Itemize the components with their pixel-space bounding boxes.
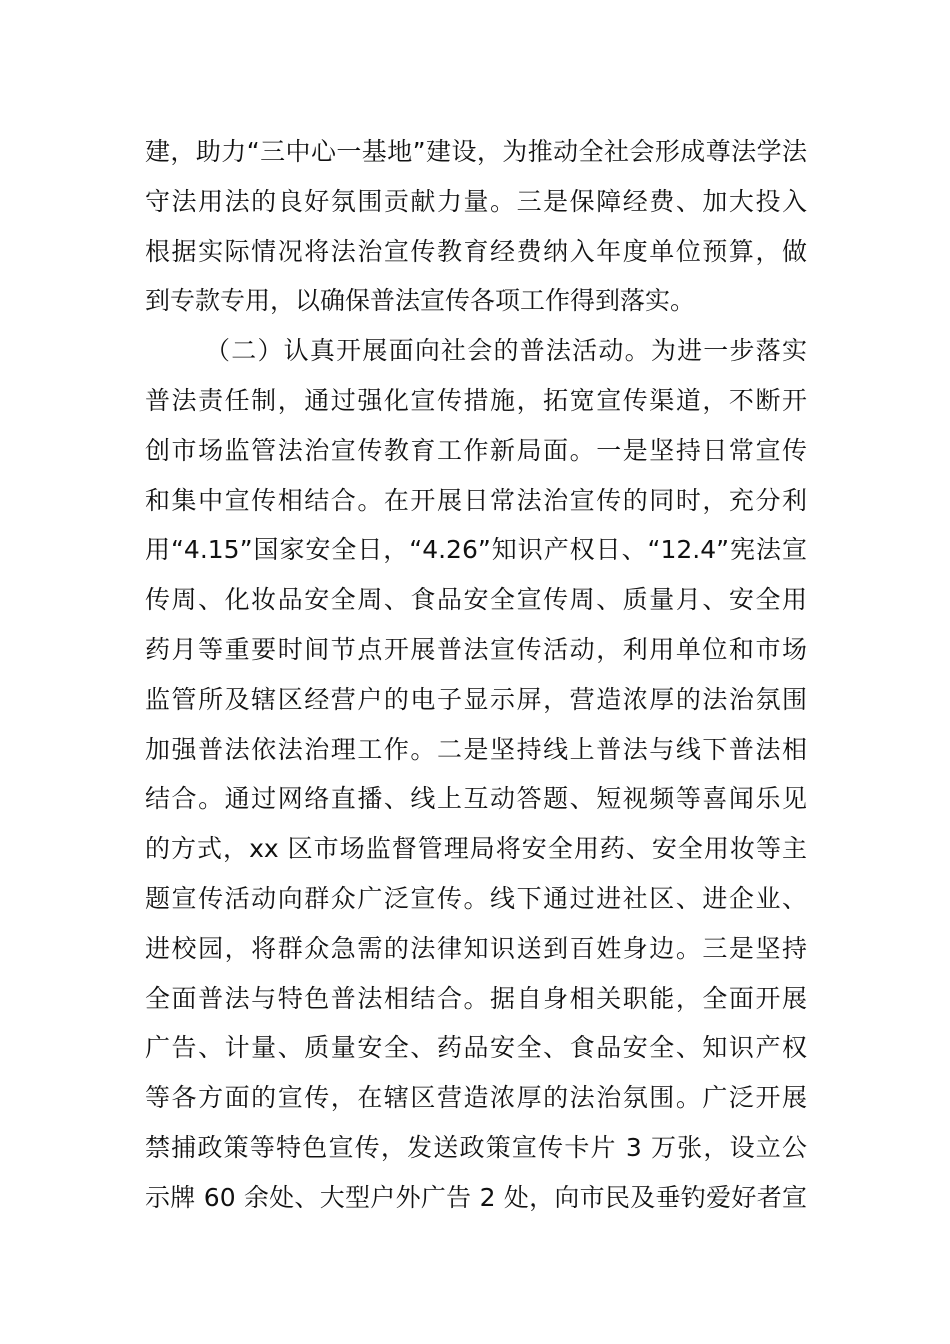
text-line: 的方式，xx 区市场监督管理局将安全用药、安全用妆等主 [145,834,807,864]
text-line: 和集中宣传相结合。在开展日常法治宣传的同时，充分利 [145,485,807,515]
text-line: 结合。通过网络直播、线上互动答题、短视频等喜闻乐见 [145,784,807,814]
text-line: 创市场监管法治宣传教育工作新局面。一是坚持日常宣传 [145,435,807,465]
text-line: （二）认真开展面向社会的普法活动。为进一步落实 [205,336,807,366]
text-line: 用“4.15”国家安全日，“4.26”知识产权日、“12.4”宪法宣 [145,535,807,565]
text-line: 根据实际情况将法治宣传教育经费纳入年度单位预算，做 [145,236,807,266]
text-line: 全面普法与特色普法相结合。据自身相关职能，全面开展 [145,983,807,1013]
text-line: 题宣传活动向群众广泛宣传。线下通过进社区、进企业、 [145,884,807,913]
text-line: 等各方面的宣传，在辖区营造浓厚的法治氛围。广泛开展 [145,1083,807,1113]
text-line: 广告、计量、质量安全、药品安全、食品安全、知识产权 [145,1033,807,1063]
text-line: 建，助力“三中心一基地”建设，为推动全社会形成尊法学法 [145,137,807,166]
text-line: 示牌 60 余处、大型户外广告 2 处，向市民及垂钓爱好者宣 [145,1182,807,1212]
text-line: 传周、化妆品安全周、食品安全宣传周、质量月、安全用 [145,585,807,615]
text-line: 到专款专用，以确保普法宣传各项工作得到落实。 [145,286,696,316]
text-line: 加强普法依法治理工作。二是坚持线上普法与线下普法相 [145,734,807,764]
text-line: 药月等重要时间节点开展普法宣传活动，利用单位和市场 [145,635,807,664]
text-line: 监管所及辖区经营户的电子显示屏，营造浓厚的法治氛围 [145,684,807,714]
text-line: 进校园，将群众急需的法律知识送到百姓身边。三是坚持 [145,933,807,963]
text-line: 禁捕政策等特色宣传，发送政策宣传卡片 3 万张，设立公 [145,1133,807,1162]
text-line: 普法责任制，通过强化宣传措施，拓宽宣传渠道，不断开 [145,386,807,415]
text-line: 守法用法的良好氛围贡献力量。三是保障经费、加大投入 [145,186,807,216]
